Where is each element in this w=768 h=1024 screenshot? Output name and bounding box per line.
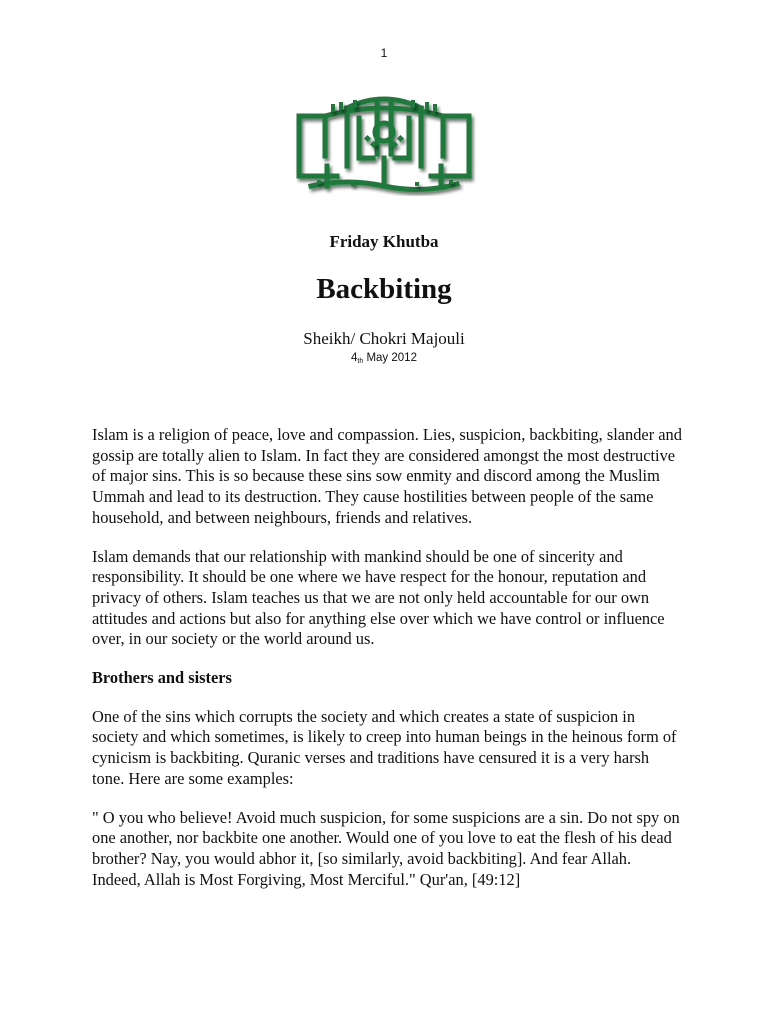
quran-quote: " O you who believe! Avoid much suspicion, for some suspicions are a sin. Do not spy on one another, nor backbite one another. Would one of you love to eat the flesh of his dead brother? Nay, you would abhor it, [so similarly, avoid backbiting]. And fear Allah. Indeed, Allah is Most Forgiving, Most Merciful." Qur'an, [49:12] — [92, 807, 680, 889]
paragraph-responsibility: Islam demands that our relationship with mankind should be one of sincerity and responsibility. It should be one where we have respect for the honour, reputation and privacy of others. Islam teaches us that we are not only held accountable for our own attitudes and actions but also for anything else over which we have control or influence over, in our society or the world around us. — [92, 546, 665, 649]
author-name: Sheikh/ Chokri Majouli — [303, 329, 465, 348]
section-heading: Brothers and sisters — [92, 668, 232, 688]
date-suffix: th — [357, 358, 364, 365]
date-day: 4 — [351, 352, 358, 364]
date-rest: May 2012 — [363, 352, 417, 364]
document-body — [92, 425, 682, 908]
date-line — [0, 352, 768, 364]
paragraph-backbiting: One of the sins which corrupts the society and which creates a state of suspicion in society and which sometimes, is likely to creep into human beings in the heinous form of cynicism is backbiting. Quranic verses and traditions have censured it is a very harsh tone. Here are some examples: — [92, 706, 677, 788]
khutba-label: Friday Khutba — [329, 232, 439, 251]
paragraph-intro: Islam is a religion of peace, love and compassion. Lies, suspicion, backbiting, slander and gossip are totally alien to Islam. In fact they are considered amongst the most destructive of major sins. This is so because these sins sow enmity and discord among the Muslim Ummah and lead to its destruction. They cause hostilities between people of the same household, and between neighbours, friends and relatives. — [92, 425, 682, 527]
page-number: 1 — [380, 46, 388, 60]
arabic-calligraphy-logo-icon — [287, 96, 481, 196]
page-title: Backbiting — [316, 273, 452, 305]
